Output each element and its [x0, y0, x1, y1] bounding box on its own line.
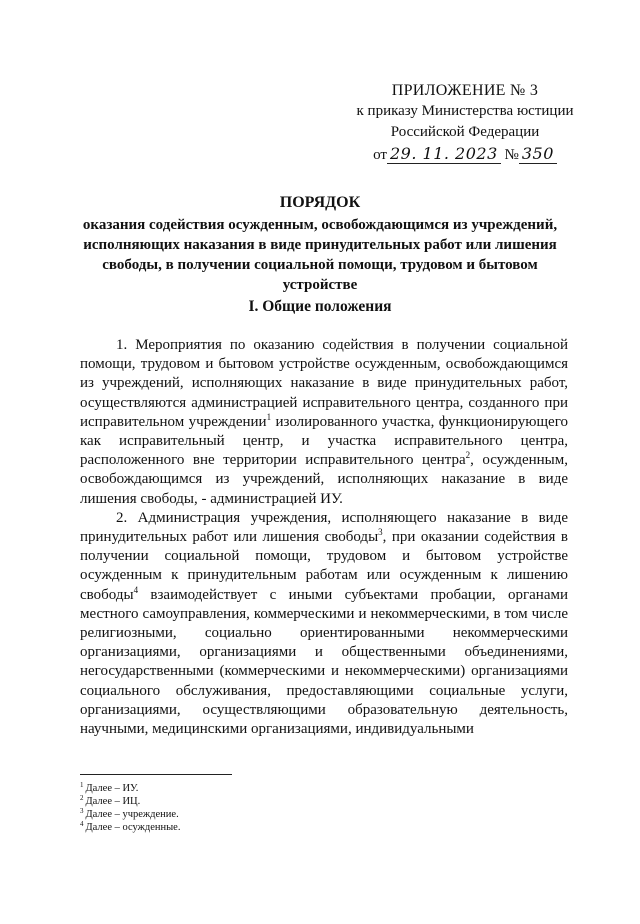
footnote-ref-3: 3 — [378, 527, 383, 538]
order-date: 29. 11. 2023 — [387, 144, 501, 164]
paragraph-2-text-c: взаимодействует с иными субъектами пробации, органами местного самоуправления, коммерческими и некоммерческими, в том числе религиозными, социально ориентированными некоммерческими организациями, организациями и общественными объединениями, негосударственными (коммерческими и некоммерческими) организациями социального обслуживания, предоставляющими социальные услуги, организациями, осуществляющими образовательную деятельность, научными, медицинскими организациями, индивидуальными — [80, 586, 568, 738]
appendix-line-3: Российской Федерации — [390, 124, 540, 140]
paragraph-1-text-b: изолированного участка, функционирующего как исправительный центр, и участка исправительного центра, расположенного вне территории исправительного центра — [80, 413, 568, 469]
footnote — [80, 808, 180, 821]
footnote-divider — [80, 774, 232, 775]
footnote-text: Далее – осужденные. — [85, 822, 181, 833]
title-main: ПОРЯДОК — [279, 194, 361, 211]
footnote-text: Далее – ИЦ. — [85, 796, 141, 807]
paragraph-1-text-c: , осужденным, освобождающимся из учреждений, исполняющих наказание в виде лишения свободы, - администрацией ИУ. — [80, 452, 568, 507]
appendix-line-2: к приказу Министерства юстиции — [356, 103, 574, 119]
appendix-block — [330, 80, 600, 166]
section-heading: I. Общие положения — [248, 298, 392, 315]
footnote — [80, 821, 180, 834]
order-number: 350 — [519, 144, 557, 164]
paragraph-1 — [80, 336, 568, 509]
document-title — [70, 193, 570, 295]
footnote — [80, 782, 180, 795]
footnote-mark: 2 — [80, 793, 84, 802]
title-subtitle: оказания содействия осужденным, освобождающимся из учреждений, исполняющих наказания в виде принудительных работ или лишения свободы, в получении социальной помощи, трудовом и бытовом устройстве — [82, 217, 558, 293]
footnote-ref-1: 1 — [266, 411, 272, 422]
footnote-ref-2: 2 — [465, 450, 471, 461]
appendix-title: ПРИЛОЖЕНИЕ № 3 — [391, 82, 539, 99]
date-prefix: от — [373, 147, 387, 163]
order-date-number — [373, 143, 557, 166]
footnotes — [80, 782, 180, 834]
footnote-mark: 3 — [80, 806, 84, 815]
footnote-mark: 1 — [80, 780, 84, 789]
footnote-ref-4: 4 — [133, 584, 139, 595]
footnote-mark: 4 — [80, 819, 84, 828]
footnote-text: Далее – учреждение. — [85, 809, 179, 820]
paragraph-1-text-a: 1. Мероприятия по оказанию содействия в получении социальной помощи, трудовом и бытовом устройстве осужденным, освобождающимся из учреждений, исполняющих наказание в виде принудительных работ, осуществляются администрацией исправительного центра, созданного при исправительном учреждении — [80, 337, 568, 430]
document-body — [80, 336, 568, 739]
footnote-text: Далее – ИУ. — [85, 783, 139, 794]
number-prefix: № — [504, 147, 519, 163]
paragraph-2-text-b: , при оказании содействия в получении социальной помощи, трудовом и бытовом устройстве осужденным к принудительным работам или осужденным к лишению свободы — [80, 529, 568, 603]
paragraph-2 — [80, 509, 568, 739]
footnote — [80, 795, 180, 808]
paragraph-2-text-a: 2. Администрация учреждения, исполняющего наказание в виде принудительных работ или лишения свободы — [80, 509, 568, 546]
